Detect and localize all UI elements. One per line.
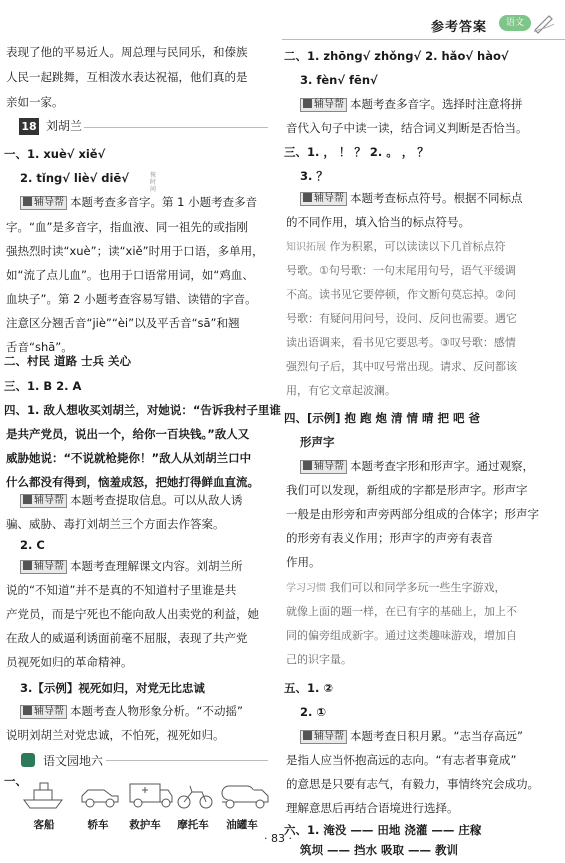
q4-1-line-3: 威胁她说：“不说就枪毙你！”敌人从刘胡兰口中 <box>6 451 252 465</box>
help4-text-1: 本题考查人物形象分析。“不动摇” <box>70 704 243 718</box>
help1-line-3: 强热烈时读“xuè”；读“xiě”时用于口语，多单用， <box>6 244 264 258</box>
yuwen-rule <box>106 760 268 761</box>
q2: 二、村民 道路 士兵 关心 <box>4 354 132 368</box>
help3-line-2: 说的“不知道”并不是真的不知道村子里谁是共 <box>6 583 237 597</box>
help-tag-label: 辅导帮 <box>314 193 344 204</box>
book-icon <box>23 706 32 715</box>
r5-2: 2. ① <box>300 705 327 719</box>
tanker-icon <box>222 786 268 808</box>
vehicle-label-2: 轿车 <box>87 819 109 831</box>
vehicle-label-4: 摩托车 <box>177 819 209 831</box>
header-title: 参考答案 <box>431 20 488 35</box>
help3-text-1: 本题考查理解课文内容。刘胡兰所 <box>70 559 243 573</box>
help-tag <box>300 460 347 474</box>
section-number: 18 <box>19 118 39 135</box>
help1-text-1: 本题考查多音字。第 1 小题考查多音 <box>70 195 258 209</box>
help5-line-2: 音代入句子中读一读，结合词义判断是否恰当。 <box>286 121 528 135</box>
book-icon <box>23 197 32 206</box>
help1-line-2: 字。“血”是多音字，指血液、同一祖先的或指刚 <box>6 220 248 234</box>
section-rule <box>84 127 268 128</box>
page-header <box>0 6 565 40</box>
r3-3: 3. ？ <box>300 169 328 183</box>
help3-line-3: 产党员，而是宁死也不能向敌人出卖党的利益，她 <box>6 607 259 621</box>
page-number: · 83 · <box>264 832 292 845</box>
study-line-1 <box>286 580 506 597</box>
help6-line-1 <box>300 190 523 206</box>
r2-1: 二、1. zhōng√ zhǒng√ 2. hǎo√ hào√ <box>284 49 509 63</box>
help2-line-2: 骗、威胁、毒打刘胡兰三个方面去作答案。 <box>6 517 225 531</box>
help3-line-4: 在敌人的威逼利诱面前毫不屈服，表现了共产党 <box>6 631 248 645</box>
help1-line-5: 血块子”。第 2 小题考查容易写错、读错的字音。 <box>6 292 257 306</box>
help1-line-6: 注意区分翘舌音“jiè”“èi”以及平舌音“sā”和翘 <box>6 316 240 330</box>
book-icon <box>23 561 32 570</box>
study-line-3: 同的偏旁组成新字。通过这类趣味游戏，增加自 <box>286 629 517 642</box>
q1-2: 2. tǐng√ liè√ diē√ <box>20 171 129 185</box>
help8-text-1: 本题考查日积月累。“志当存高远” <box>350 729 523 743</box>
intro-line-2: 人民一起跳舞，互相泼水表达祝福，他们真的是 <box>6 70 248 84</box>
ext-text-1: 作为积累，可以读读以下几首标点符 <box>329 240 506 253</box>
q4-1-line-4: 什么都没有得到，恼羞成怒，把她打得鲜血直流。 <box>6 475 259 489</box>
q4-3: 3.【示例】视死如归，对党无比忠诚 <box>20 681 205 695</box>
help2-text-1: 本题考查提取信息。可以从敌人诱 <box>70 493 243 507</box>
help7-line-3: 一般是由形旁和声旁两部分组成的合体字；形声字 <box>286 507 539 521</box>
help5-line-1 <box>300 96 523 112</box>
help-tag-label: 辅导帮 <box>34 495 64 506</box>
r2-3: 3. fèn√ fēn√ <box>300 73 378 87</box>
help-tag-label: 辅导帮 <box>34 561 64 572</box>
help5-text-1: 本题考查多音字。选择时注意将拼 <box>350 97 523 111</box>
help8-line-1 <box>300 728 523 744</box>
q3: 三、1. B 2. A <box>4 379 82 393</box>
ext-line-2: 号歌。①句号歌：一句末尾用句号，语气平缓调 <box>286 264 516 277</box>
ext-line-3: 不高。读书见它要停顿，作文断句莫忘掉。②问 <box>286 288 516 301</box>
ext-line-6: 强烈句子后，其中叹号常出现。请求、反问都该 <box>286 360 517 373</box>
ext-line-4: 号歌：有疑问用问号，设问、反问也需要。遇它 <box>286 312 517 325</box>
q4-2: 2. C <box>20 538 45 552</box>
help-tag-label: 辅导帮 <box>314 99 344 110</box>
ext-line-5: 读出语调来，看书见它要思考。③叹号歌：感情 <box>286 336 516 349</box>
q4-1-line-1: 四、1. 敌人想收买刘胡兰，对她说：“告诉我村子里谁 <box>4 403 281 417</box>
help1-line-1 <box>20 194 257 210</box>
help7-text-1: 本题考查字形和形声字。通过观察， <box>350 459 534 473</box>
motorcycle-icon <box>178 786 212 808</box>
help-tag <box>20 196 67 210</box>
help2-line-1 <box>20 492 243 508</box>
book-icon <box>303 193 312 202</box>
book-icon <box>303 461 312 470</box>
help1-line-4: 如“流了点儿血”。也用于口语常用词，如“鸡血、 <box>6 268 254 282</box>
section-title: 刘胡兰 <box>46 119 83 133</box>
book-icon <box>303 731 312 740</box>
help-tag-label: 辅导帮 <box>314 461 344 472</box>
vehicle-label-3: 救护车 <box>129 819 161 831</box>
help-tag <box>20 560 67 574</box>
book-icon <box>23 495 32 504</box>
pen-icon <box>532 10 556 34</box>
help4-line-2: 说明刘胡兰对党忠诚，不怕死，视死如归。 <box>6 728 225 742</box>
vehicle-label-1: 客船 <box>33 819 55 831</box>
r4-2: 形声字 <box>300 435 335 449</box>
r5-1: 五、1. ② <box>284 681 334 695</box>
ship-icon <box>24 783 62 808</box>
help4-line-1 <box>20 703 243 719</box>
ext-line-1 <box>286 239 506 256</box>
help-tag-label: 辅导帮 <box>34 197 64 208</box>
ambulance-icon <box>130 784 172 807</box>
r3-1: 三、1. ， ！ ？ 2. 。 ， ？ <box>284 145 429 159</box>
help7-line-1 <box>300 458 534 474</box>
ext-label: 知识拓展 <box>286 242 326 253</box>
header-rule <box>282 39 565 40</box>
help3-line-1 <box>20 558 243 574</box>
q1-1: 一、1. xuè√ xiě√ <box>4 147 106 161</box>
help-tag-label: 辅导帮 <box>34 706 64 717</box>
help6-text-1: 本题考查标点符号。根据不同标点 <box>350 191 523 205</box>
help7-line-5: 作用。 <box>286 555 321 569</box>
car-icon <box>82 790 118 807</box>
leaf-icon <box>21 753 35 767</box>
intro-line-1: 表现了他的平易近人。周总理与民同乐，和傣族 <box>6 45 248 59</box>
study-line-4: 己的识字量。 <box>286 653 352 666</box>
help8-line-3: 的意思是只要有志气，有毅力，事情终究会成功。 <box>286 777 539 791</box>
stamp: 恢 时 间 <box>150 172 157 193</box>
r6-1: 六、1. 淹没 —— 田地 浇灌 —— 庄稼 <box>284 823 482 837</box>
help-tag <box>300 192 347 206</box>
study-text-1: 我们可以和同学多玩一些生字游戏， <box>329 581 506 594</box>
vehicles-strip <box>22 770 270 814</box>
study-label: 学习习惯 <box>286 583 326 594</box>
help3-line-5: 员视死如归的革命精神。 <box>6 655 133 669</box>
help-tag <box>300 98 347 112</box>
help7-line-4: 的形旁有表义作用；形声字的声旁有表音 <box>286 531 493 545</box>
help8-line-2: 是指人应当怀抱高远的志向。“有志者事竟成” <box>286 753 517 767</box>
q-yi: 一、 <box>4 774 27 788</box>
help8-line-4: 理解意思后再结合语境进行选择。 <box>286 801 459 815</box>
intro-line-3: 亲如一家。 <box>6 95 64 109</box>
r6-2: 筑坝 —— 挡水 吸取 —— 教训 <box>300 843 459 857</box>
r4: 四、[示例] 抱 跑 炮 清 情 晴 把 吧 爸 <box>284 411 481 425</box>
ext-line-7: 用，有它文章起波澜。 <box>286 384 396 397</box>
help7-line-2: 我们可以发现，新组成的字都是形声字。形声字 <box>286 483 528 497</box>
yuwen-title: 语文园地六 <box>43 754 104 768</box>
help-tag <box>300 730 347 744</box>
study-line-2: 就像上面的题一样，在已有字的基础上，加上不 <box>286 605 517 618</box>
help-tag-label: 辅导帮 <box>314 731 344 742</box>
book-icon <box>303 99 312 108</box>
header-badge: 语文 <box>499 15 531 31</box>
help6-line-2: 的不同作用，填入恰当的标点符号。 <box>286 215 470 229</box>
q4-1-line-2: 是共产党员，说出一个，给你一百块钱。”敌人又 <box>6 427 250 441</box>
help1-line-7: 舌音“shā”。 <box>6 340 73 354</box>
help-tag <box>20 705 67 719</box>
help-tag <box>20 494 67 508</box>
vehicle-label-5: 油罐车 <box>226 819 258 831</box>
